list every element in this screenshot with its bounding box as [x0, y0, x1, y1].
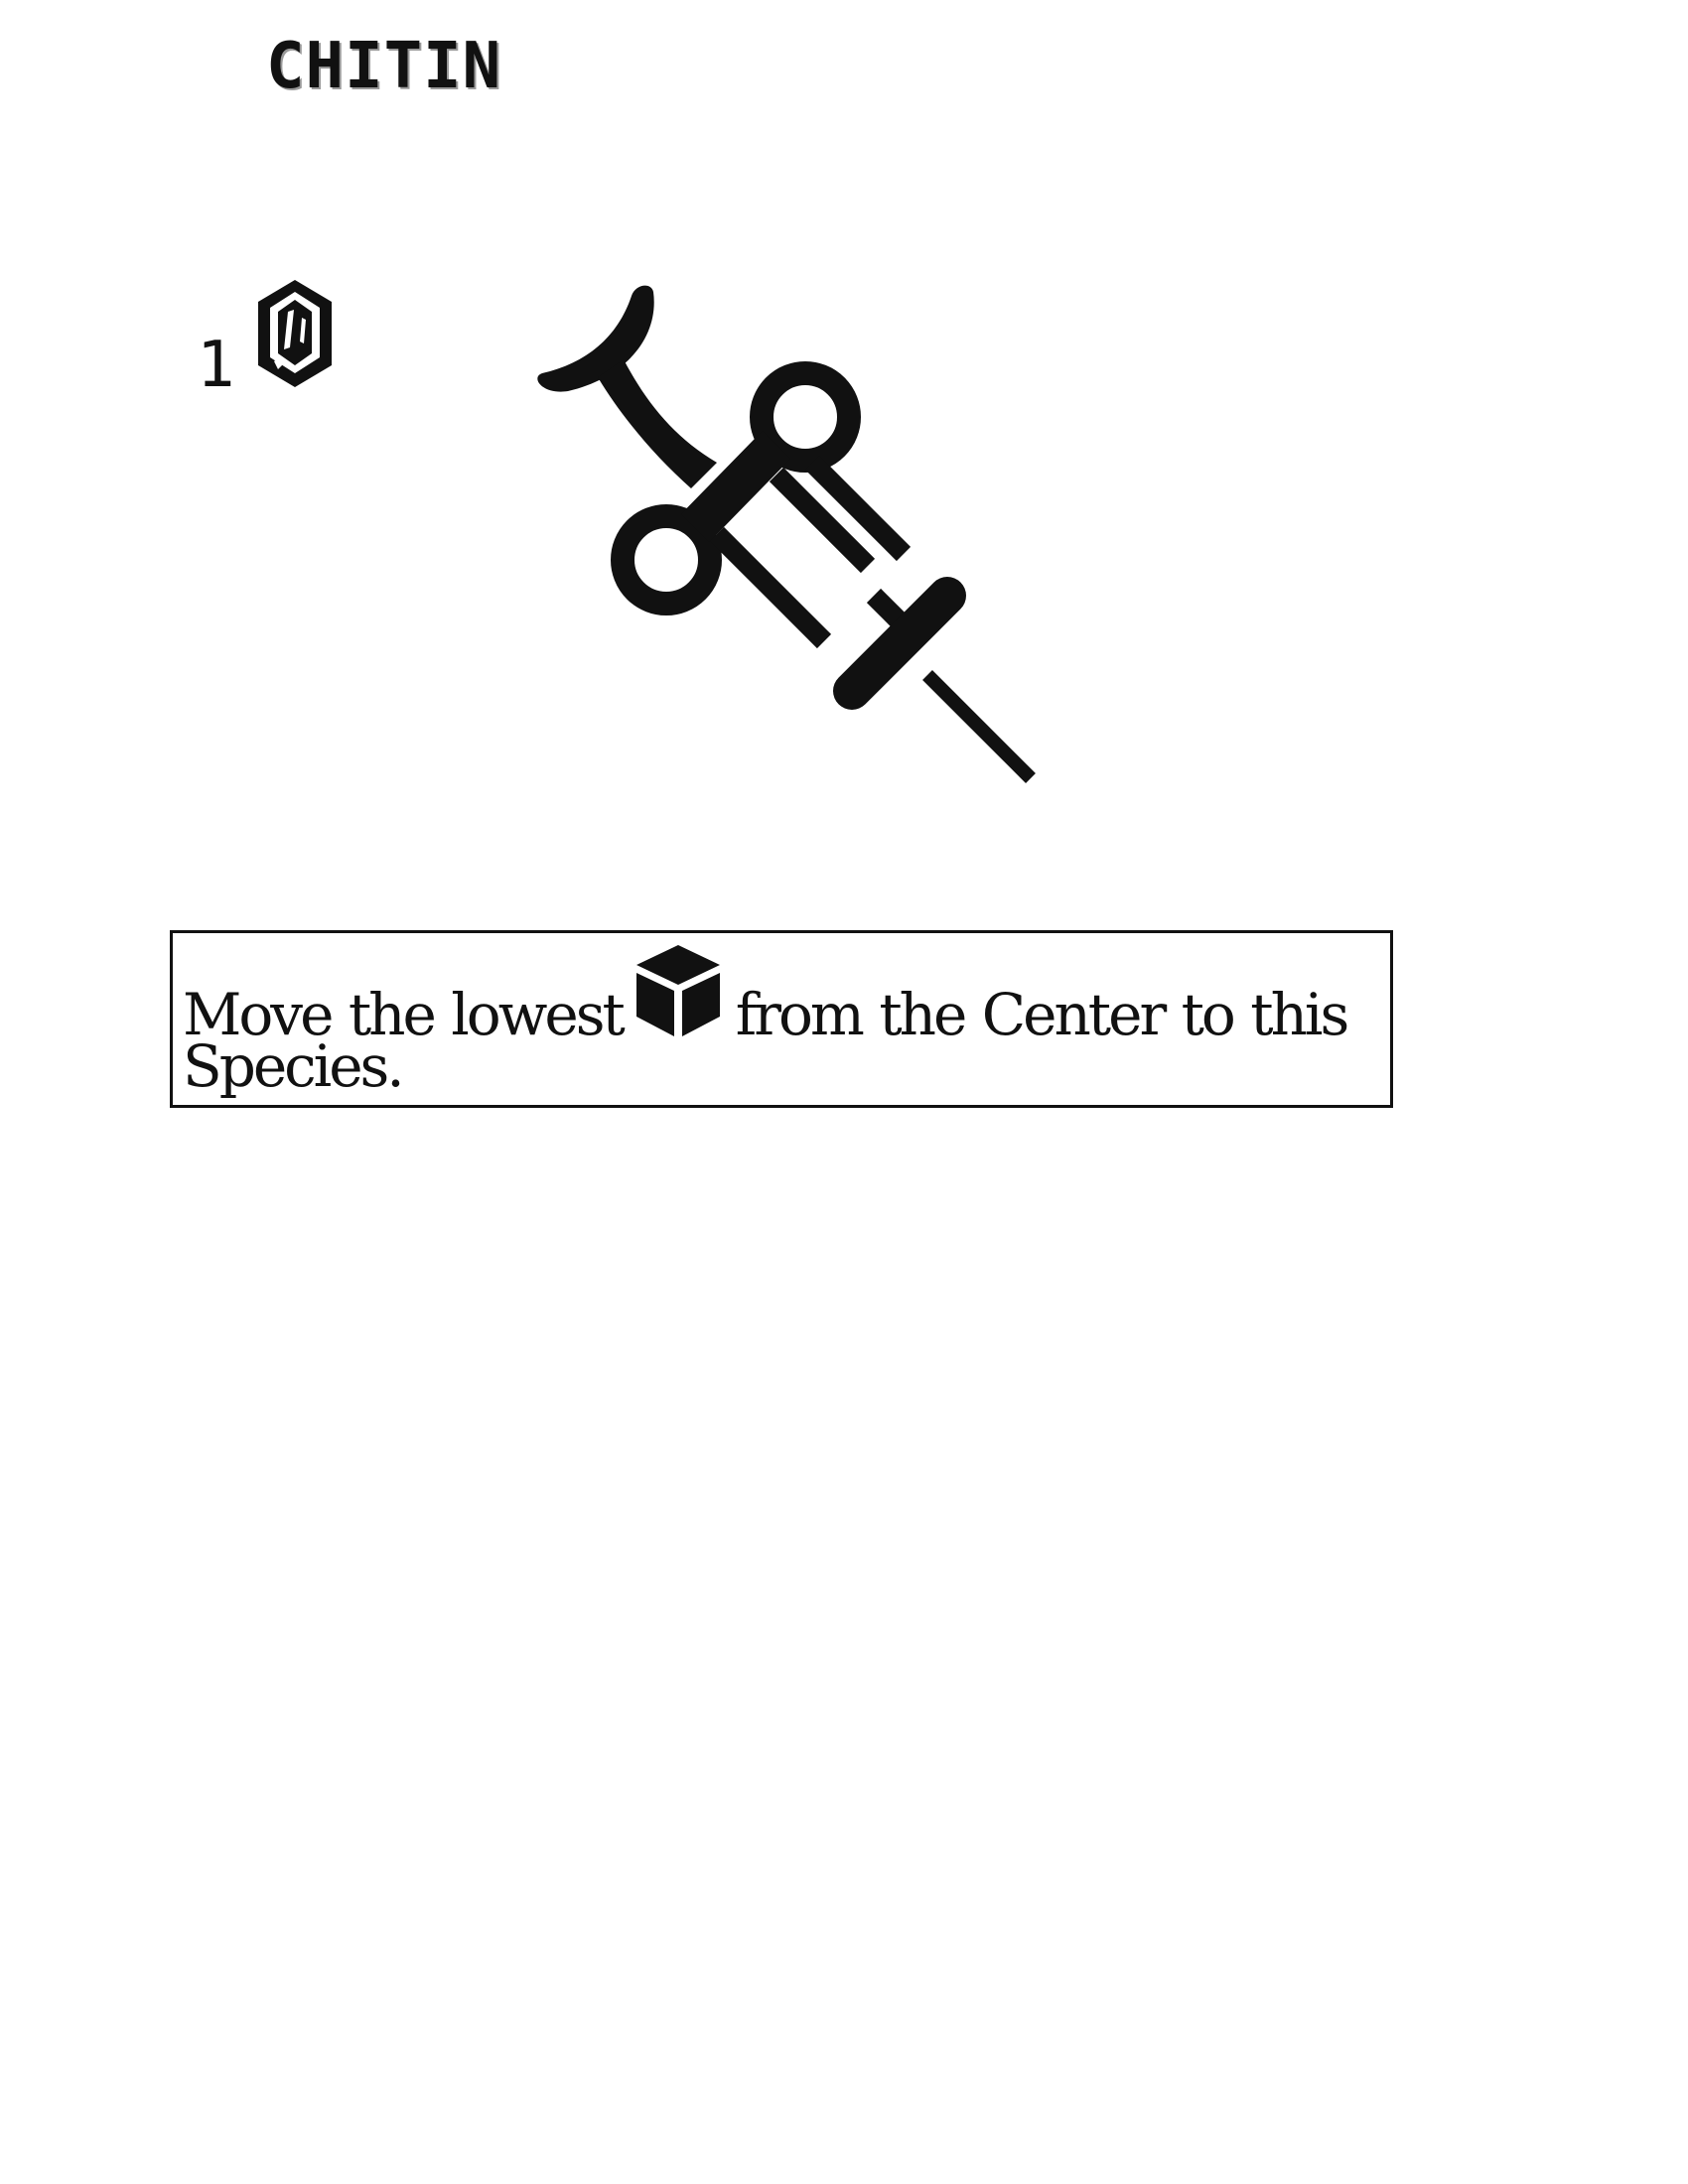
card-cost: [197, 278, 355, 417]
ability-text-before: Move the lowest: [183, 981, 623, 1048]
gem-icon: [254, 278, 336, 389]
ability-text-after: from the Center to this Species.: [183, 981, 1347, 1100]
syringe-icon: [506, 268, 1062, 804]
card-title: CHITIN: [266, 30, 502, 103]
cost-value: 1: [197, 329, 235, 402]
cube-icon: [633, 943, 724, 1038]
ability-text-box: [170, 930, 1393, 1108]
ability-text: [183, 943, 1380, 1100]
